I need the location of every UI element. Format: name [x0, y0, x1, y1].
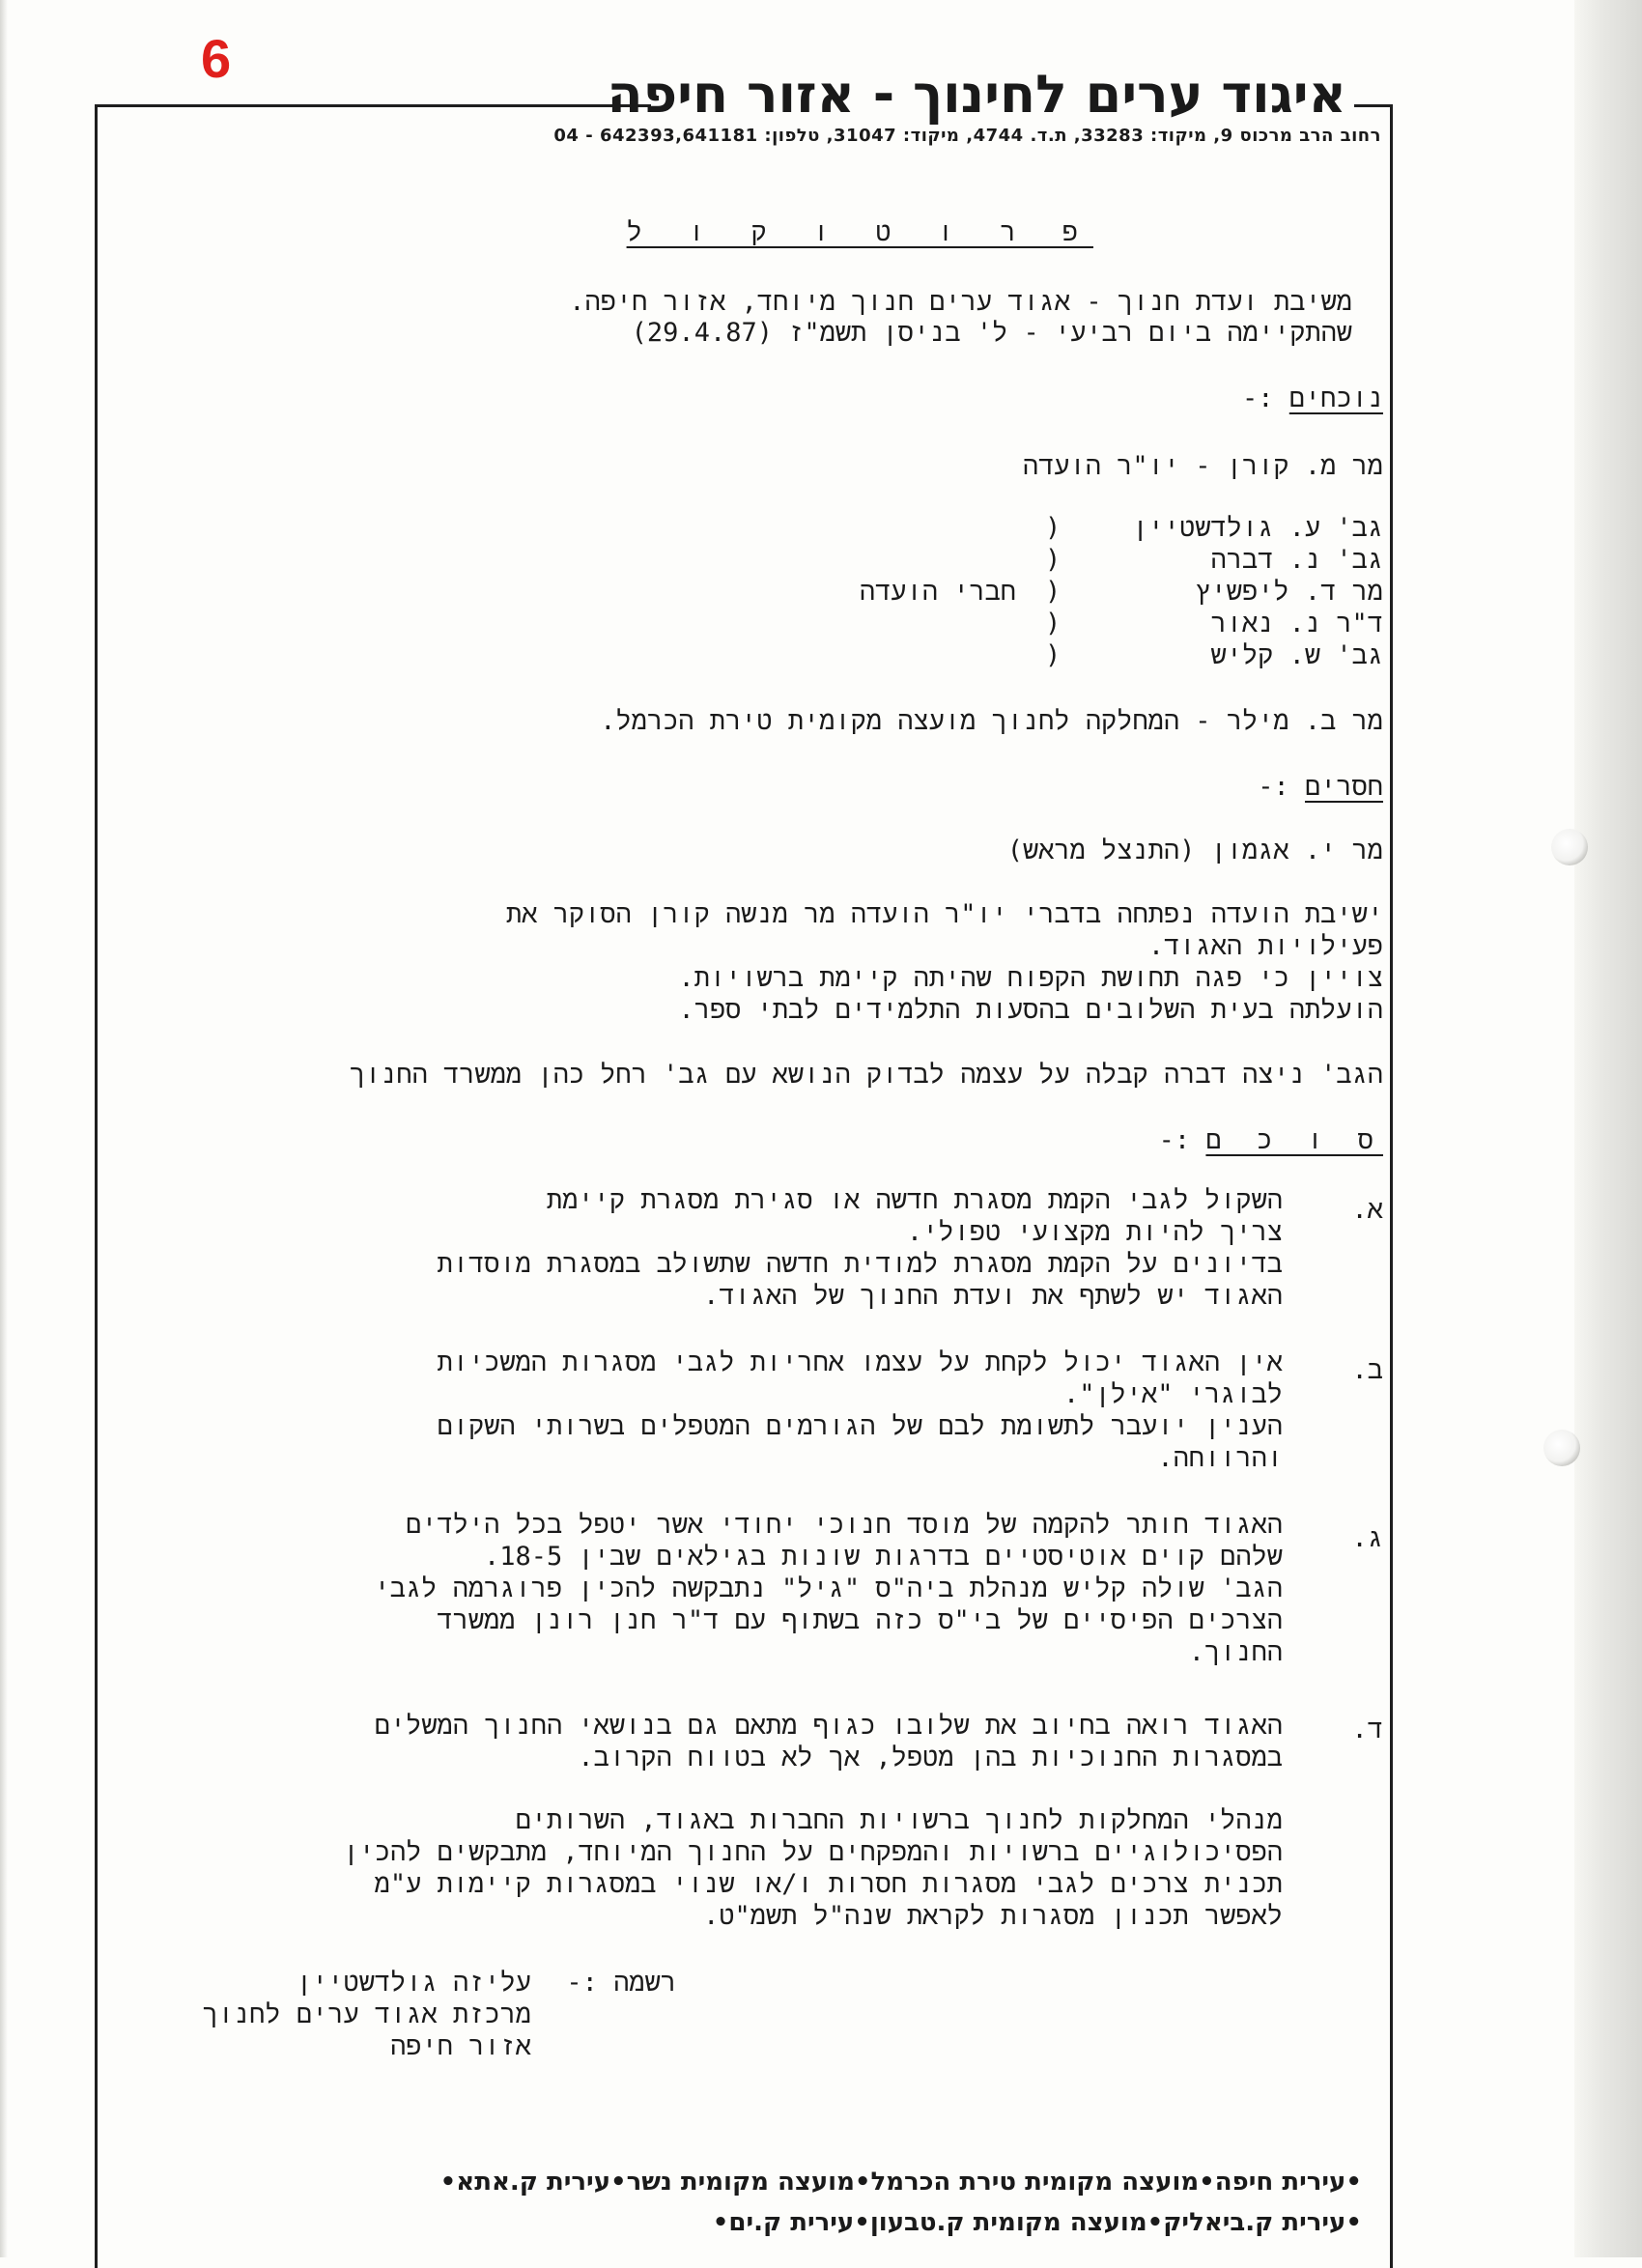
opening-line-3: צויין כי פגה תחושת הקפוח שהיתה קיימת ברשויות. [678, 963, 1383, 993]
absent-line: מר י. אגמון (התנצל מראש) [1006, 836, 1383, 865]
present-heading-suffix: :- [1242, 383, 1274, 413]
summary-heading-text: ס ו כ ם [1205, 1125, 1383, 1155]
signature-label: רשמה :- [566, 1968, 676, 1998]
closing-line-3: תכנית צרכים לגבי מסגרות חסרות ו/או שנוי במסגרות קיימות ע"מ [374, 1869, 1283, 1899]
item-a-line-3: בדיונים על הקמת מסגרת למודית חדשה שתשולב במסגרת מוסדות [437, 1249, 1283, 1279]
present-heading [1242, 383, 1383, 415]
member-3: מר ד. ליפשיץ [1195, 577, 1383, 607]
item-c-line-1: האגוד חותר להקמה של מוסד חנוכי יחודי אשר יטפל בכל הילדים [406, 1510, 1283, 1540]
members-label: חברי הועדה [859, 577, 1016, 607]
item-b-line-1: אין האגוד יכול לקחת על עצמו אחריות לגבי מסגרות המשכיות [437, 1347, 1283, 1377]
opening-line-2: פעילויות האגוד. [1147, 931, 1383, 961]
members-brace-4: ) [1045, 609, 1062, 638]
present-heading-text: נוכחים [1288, 383, 1383, 413]
page-number: 6 [201, 28, 232, 89]
item-a-line-1: השקול לגבי הקמת מסגרת חדשה או סגירת מסגרת קיימת [547, 1185, 1283, 1215]
item-c-line-3: הגב' שולה קליש מנהלת ביה"ס "גיל" נתבקשה להכין פרוגרמה לגבי [374, 1573, 1283, 1603]
signature-role-1: מרכזת אגוד ערים לחנוך [202, 1999, 531, 2029]
document-title: פ ר ו ט ו ק ו ל [626, 217, 1093, 247]
org-address: רחוב הרב מרכוס 9, מיקוד: 33283, ת.ד. 4744, מיקוד: 31047, טלפון: 642393,641181 - 04 [553, 126, 1381, 146]
frame-top-rule-left [95, 104, 651, 107]
item-c-line-4: הצרכים הפיסיים של בי"ס כזה בשתוף עם ד"ר חנן רונן ממשרד [437, 1605, 1283, 1635]
item-b-line-4: והרווחה. [1157, 1443, 1283, 1473]
summary-heading [1159, 1124, 1383, 1157]
closing-line-4: לאפשר תכנון מסגרות לקראת שנה"ל תשמ"ט. [703, 1901, 1283, 1931]
absent-heading-suffix: :- [1258, 772, 1289, 802]
page-edge-right [1574, 0, 1642, 2257]
item-d-marker: ד. [1351, 1715, 1383, 1744]
absent-heading [1258, 771, 1383, 804]
opening-line-1: ישיבת הועדה נפתחה בדברי יו"ר הועדה מר מנשה קורן הסוקר את [506, 899, 1383, 929]
signature-name: עליזה גולדשטיין [296, 1968, 531, 1998]
member-4: ד"ר נ. נאור [1210, 609, 1383, 638]
members-brace-3: ) [1045, 577, 1062, 607]
members-brace-2: ) [1045, 545, 1062, 575]
item-c-line-5: החנוך. [1188, 1637, 1283, 1667]
item-b-marker: ב. [1351, 1355, 1383, 1385]
members-brace-5: ) [1045, 640, 1062, 670]
members-brace-1: ) [1045, 513, 1062, 543]
summary-heading-suffix: :- [1158, 1125, 1191, 1155]
item-a-line-4: האגוד יש לשתף את ועדת החנוך של האגוד. [703, 1281, 1283, 1311]
item-c-marker: ג. [1351, 1523, 1383, 1553]
punch-hole-lower [1543, 1430, 1580, 1466]
intro-line-2: שהתקיימה ביום רביעי - ל' בניסן תשמ"ז (29.4.87) [631, 318, 1352, 348]
closing-line-1: מנהלי המחלקות לחנוך ברשויות החברות באגוד, השרותים [515, 1805, 1283, 1835]
guest-line: מר ב. מילר - המחלקה לחנוך מועצה מקומית טירת הכרמל. [600, 706, 1383, 736]
member-1: גב' ע. גולדשטיין [1132, 513, 1383, 543]
item-d-line-1: האגוד רואה בחיוב את שלובו כגוף מתאם גם בנושאי החנוך המשלים [374, 1711, 1283, 1741]
punch-hole-upper [1551, 829, 1588, 865]
item-b-line-3: הענין יועבר לתשומת לבם של הגורמים המטפלים בשרותי השקום [437, 1411, 1283, 1441]
item-b-line-2: לבוגרי "אילן". [1062, 1379, 1283, 1409]
opening-line-4: הועלתה בעית השלובים בהסעות התלמידים לבתי ספר. [678, 995, 1383, 1025]
item-a-marker: א. [1351, 1195, 1383, 1225]
item-a-line-2: צריך להיות מקצועי טפולי. [906, 1217, 1283, 1247]
member-2: גב' נ. דברה [1210, 545, 1383, 575]
footer-line-1: •עירית חיפה•מועצה מקומית טירת הכרמל•מועצה מקומית נשר•עירית ק.אתא• [439, 2168, 1362, 2197]
item-c-line-2: שלהם קוים אוטיסטיים בדרגות שונות בגילאים שבין 18-5. [484, 1542, 1283, 1572]
debra-note: הגב' ניצה דברה קבלה על עצמה לבדוק הנושא עם גב' רחל כהן ממשרד החנוך [349, 1060, 1383, 1090]
item-d-line-2: במסגרות החנוכיות בהן מטפל, אך לא בטווח הקרוב. [578, 1743, 1283, 1772]
absent-heading-text: חסרים [1304, 772, 1383, 802]
closing-line-2: הפסיכולוגיים ברשויות והמפקחים על החנוך המיוחד, מתבקשים להכין [343, 1837, 1283, 1867]
intro-line-1: משיבת ועדת חנוך - אגוד ערים חנוך מיוחד, אזור חיפה. [569, 287, 1352, 317]
member-5: גב' ש. קליש [1210, 640, 1383, 670]
page-edge-shadow [0, 0, 8, 2257]
org-title: איגוד ערים לחינוך - אזור חיפה [607, 64, 1346, 125]
chair-line: מר מ. קורן - יו"ר הועדה [1022, 451, 1383, 481]
frame-top-rule-right [1354, 104, 1390, 107]
signature-role-2: אזור חיפה [390, 2031, 531, 2061]
footer-line-2: •עירית ק.ביאליק•מועצה מקומית ק.טבעון•עירית ק.ים• [712, 2208, 1362, 2237]
